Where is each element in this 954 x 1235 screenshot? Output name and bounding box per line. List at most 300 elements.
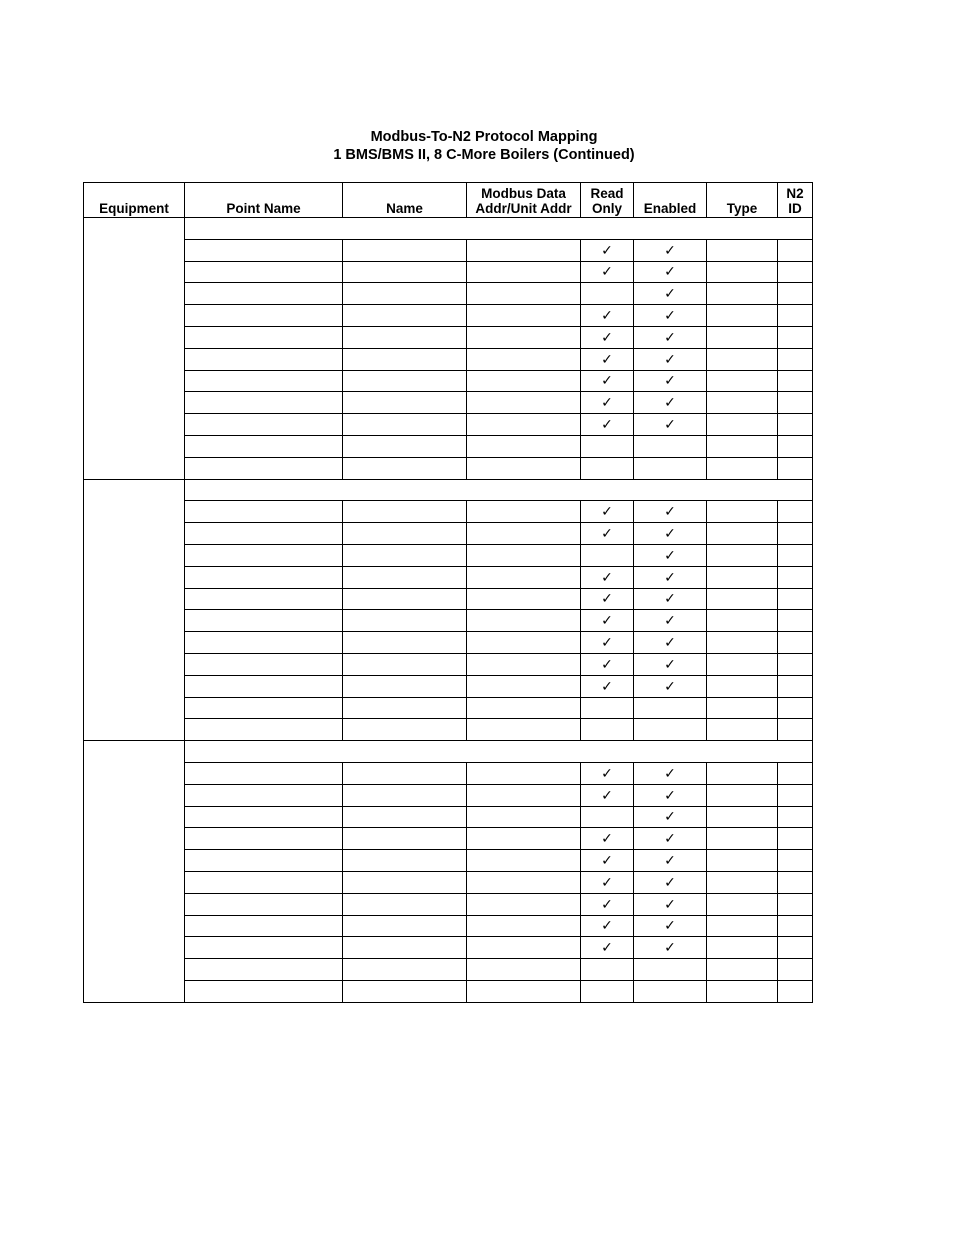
check-mark-icon: ✓ (664, 764, 676, 781)
modbus-addr-cell (467, 392, 581, 414)
point-name-cell (185, 283, 343, 305)
type-cell (707, 239, 778, 261)
name-cell (343, 871, 467, 893)
check-mark-icon: ✓ (664, 634, 676, 651)
check-mark-icon: ✓ (664, 852, 676, 868)
type-cell (707, 806, 778, 828)
enabled-cell (634, 632, 707, 654)
check-mark-icon: ✓ (664, 655, 676, 672)
check-mark-icon: ✓ (664, 285, 676, 302)
check-mark-icon: ✓ (601, 939, 613, 956)
name-cell (343, 414, 467, 436)
header-enabled: Enabled (634, 183, 707, 218)
type-cell (707, 719, 778, 741)
table-row (84, 348, 813, 370)
table-row (84, 675, 813, 697)
point-name-cell (185, 501, 343, 523)
table-row (84, 893, 813, 915)
enabled-cell (634, 544, 707, 566)
header-row (84, 183, 813, 218)
check-mark-icon: ✓ (664, 372, 676, 389)
check-mark-icon: ✓ (664, 873, 676, 890)
point-name-cell (185, 414, 343, 436)
point-name-cell (185, 239, 343, 261)
type-cell (707, 893, 778, 915)
name-cell (343, 632, 467, 654)
modbus-addr-cell (467, 980, 581, 1002)
read-only-cell (581, 762, 634, 784)
enabled-cell (634, 457, 707, 479)
document-title (0, 128, 954, 164)
check-mark-icon: ✓ (601, 372, 613, 389)
enabled-cell (634, 871, 707, 893)
check-mark-icon: ✓ (664, 677, 676, 694)
point-name-cell (185, 850, 343, 872)
check-mark-icon: ✓ (601, 590, 613, 607)
name-cell (343, 566, 467, 588)
modbus-addr-cell (467, 588, 581, 610)
table-row (84, 850, 813, 872)
enabled-cell (634, 523, 707, 545)
enabled-cell (634, 283, 707, 305)
check-mark-icon: ✓ (601, 525, 613, 542)
table-row (84, 239, 813, 261)
check-mark-icon: ✓ (601, 655, 613, 672)
modbus-addr-cell (467, 675, 581, 697)
type-cell (707, 523, 778, 545)
table-row (84, 392, 813, 414)
enabled-cell (634, 697, 707, 719)
enabled-cell (634, 348, 707, 370)
n2-id-cell (778, 828, 813, 850)
enabled-cell (634, 588, 707, 610)
type-cell (707, 697, 778, 719)
modbus-addr-cell (467, 850, 581, 872)
check-mark-icon: ✓ (664, 568, 676, 585)
modbus-addr-cell (467, 261, 581, 283)
table-row (84, 784, 813, 806)
name-cell (343, 719, 467, 741)
section-gap-row (84, 741, 813, 763)
name-cell (343, 348, 467, 370)
n2-id-cell (778, 588, 813, 610)
n2-id-cell (778, 544, 813, 566)
enabled-cell (634, 893, 707, 915)
name-cell (343, 784, 467, 806)
table-row (84, 719, 813, 741)
n2-id-cell (778, 305, 813, 327)
read-only-cell (581, 806, 634, 828)
type-cell (707, 370, 778, 392)
n2-id-cell (778, 850, 813, 872)
point-name-cell (185, 915, 343, 937)
type-cell (707, 305, 778, 327)
name-cell (343, 653, 467, 675)
table-row (84, 457, 813, 479)
n2-id-cell (778, 348, 813, 370)
check-mark-icon: ✓ (601, 350, 613, 367)
enabled-cell (634, 719, 707, 741)
point-name-cell (185, 719, 343, 741)
header-n2-id: N2 ID (778, 183, 813, 218)
point-name-cell (185, 675, 343, 697)
n2-id-cell (778, 653, 813, 675)
type-cell (707, 261, 778, 283)
type-cell (707, 959, 778, 981)
modbus-addr-cell (467, 632, 581, 654)
header-type: Type (707, 183, 778, 218)
point-name-cell (185, 544, 343, 566)
check-mark-icon: ✓ (664, 808, 676, 825)
check-mark-icon: ✓ (664, 307, 676, 324)
name-cell (343, 959, 467, 981)
name-cell (343, 828, 467, 850)
check-mark-icon: ✓ (664, 525, 676, 542)
modbus-addr-cell (467, 435, 581, 457)
enabled-cell (634, 326, 707, 348)
n2-id-cell (778, 762, 813, 784)
check-mark-icon: ✓ (601, 677, 613, 694)
table-row (84, 305, 813, 327)
read-only-cell (581, 392, 634, 414)
point-name-cell (185, 784, 343, 806)
table-row (84, 501, 813, 523)
enabled-cell (634, 675, 707, 697)
n2-id-cell (778, 457, 813, 479)
n2-id-cell (778, 283, 813, 305)
modbus-addr-cell (467, 501, 581, 523)
modbus-addr-cell (467, 283, 581, 305)
table-row (84, 653, 813, 675)
read-only-cell (581, 544, 634, 566)
point-name-cell (185, 980, 343, 1002)
name-cell (343, 501, 467, 523)
point-name-cell (185, 588, 343, 610)
enabled-cell (634, 784, 707, 806)
type-cell (707, 850, 778, 872)
point-name-cell (185, 871, 343, 893)
modbus-addr-cell (467, 370, 581, 392)
read-only-cell (581, 566, 634, 588)
read-only-cell (581, 980, 634, 1002)
name-cell (343, 915, 467, 937)
enabled-cell (634, 653, 707, 675)
table-row (84, 414, 813, 436)
check-mark-icon: ✓ (664, 830, 676, 847)
enabled-cell (634, 392, 707, 414)
read-only-cell (581, 697, 634, 719)
enabled-cell (634, 980, 707, 1002)
name-cell (343, 392, 467, 414)
modbus-addr-cell (467, 566, 581, 588)
read-only-cell (581, 435, 634, 457)
check-mark-icon: ✓ (601, 503, 613, 520)
check-mark-icon: ✓ (601, 263, 613, 280)
type-cell (707, 653, 778, 675)
point-name-cell (185, 828, 343, 850)
name-cell (343, 762, 467, 784)
read-only-cell (581, 959, 634, 981)
modbus-addr-cell (467, 806, 581, 828)
table-row (84, 566, 813, 588)
enabled-cell (634, 501, 707, 523)
name-cell (343, 806, 467, 828)
name-cell (343, 850, 467, 872)
read-only-cell (581, 348, 634, 370)
n2-id-cell (778, 326, 813, 348)
check-mark-icon: ✓ (601, 328, 613, 345)
enabled-cell (634, 435, 707, 457)
table-row (84, 261, 813, 283)
table-row (84, 523, 813, 545)
read-only-cell (581, 828, 634, 850)
name-cell (343, 937, 467, 959)
enabled-cell (634, 610, 707, 632)
type-cell (707, 414, 778, 436)
table-row (84, 915, 813, 937)
check-mark-icon: ✓ (601, 612, 613, 629)
check-mark-icon: ✓ (601, 830, 613, 847)
name-cell (343, 326, 467, 348)
name-cell (343, 588, 467, 610)
title-line-1: Modbus-To-N2 Protocol Mapping (370, 129, 598, 145)
modbus-addr-cell (467, 414, 581, 436)
n2-id-cell (778, 392, 813, 414)
check-mark-icon: ✓ (664, 786, 676, 803)
check-mark-icon: ✓ (664, 590, 676, 607)
header-equipment: Equipment (84, 183, 185, 218)
equipment-cell (84, 479, 185, 741)
modbus-addr-cell (467, 697, 581, 719)
check-mark-icon: ✓ (664, 917, 676, 934)
section-spacer (185, 218, 813, 240)
name-cell (343, 283, 467, 305)
name-cell (343, 457, 467, 479)
point-name-cell (185, 806, 343, 828)
check-mark-icon: ✓ (664, 416, 676, 433)
modbus-addr-cell (467, 457, 581, 479)
point-name-cell (185, 261, 343, 283)
type-cell (707, 675, 778, 697)
type-cell (707, 784, 778, 806)
point-name-cell (185, 653, 343, 675)
table-row (84, 370, 813, 392)
type-cell (707, 915, 778, 937)
type-cell (707, 871, 778, 893)
check-mark-icon: ✓ (664, 546, 676, 563)
modbus-addr-cell (467, 348, 581, 370)
n2-id-cell (778, 871, 813, 893)
enabled-cell (634, 370, 707, 392)
table-row (84, 959, 813, 981)
table-body (84, 218, 813, 1003)
n2-id-cell (778, 915, 813, 937)
modbus-addr-cell (467, 893, 581, 915)
table-row (84, 828, 813, 850)
read-only-cell (581, 850, 634, 872)
type-cell (707, 544, 778, 566)
point-name-cell (185, 457, 343, 479)
table-row (84, 871, 813, 893)
check-mark-icon: ✓ (601, 241, 613, 258)
table-row (84, 980, 813, 1002)
point-name-cell (185, 305, 343, 327)
enabled-cell (634, 414, 707, 436)
modbus-addr-cell (467, 523, 581, 545)
name-cell (343, 239, 467, 261)
enabled-cell (634, 915, 707, 937)
check-mark-icon: ✓ (601, 786, 613, 803)
table-row (84, 632, 813, 654)
read-only-cell (581, 261, 634, 283)
point-name-cell (185, 762, 343, 784)
table-row (84, 435, 813, 457)
type-cell (707, 632, 778, 654)
name-cell (343, 261, 467, 283)
n2-id-cell (778, 501, 813, 523)
read-only-cell (581, 523, 634, 545)
read-only-cell (581, 414, 634, 436)
n2-id-cell (778, 980, 813, 1002)
point-name-cell (185, 697, 343, 719)
point-name-cell (185, 435, 343, 457)
modbus-addr-cell (467, 653, 581, 675)
modbus-addr-cell (467, 326, 581, 348)
read-only-cell (581, 370, 634, 392)
name-cell (343, 523, 467, 545)
read-only-cell (581, 501, 634, 523)
point-name-cell (185, 959, 343, 981)
name-cell (343, 893, 467, 915)
header-point-name: Point Name (185, 183, 343, 218)
read-only-cell (581, 632, 634, 654)
n2-id-cell (778, 414, 813, 436)
type-cell (707, 828, 778, 850)
modbus-addr-cell (467, 871, 581, 893)
type-cell (707, 937, 778, 959)
read-only-cell (581, 871, 634, 893)
table-row (84, 762, 813, 784)
header-read-only: Read Only (581, 183, 634, 218)
check-mark-icon: ✓ (664, 895, 676, 912)
modbus-addr-cell (467, 544, 581, 566)
read-only-cell (581, 239, 634, 261)
modbus-addr-cell (467, 610, 581, 632)
read-only-cell (581, 653, 634, 675)
section-gap-row (84, 218, 813, 240)
protocol-mapping-table (83, 182, 813, 1003)
check-mark-icon: ✓ (601, 416, 613, 433)
check-mark-icon: ✓ (664, 263, 676, 280)
read-only-cell (581, 937, 634, 959)
check-mark-icon: ✓ (601, 764, 613, 781)
name-cell (343, 610, 467, 632)
n2-id-cell (778, 523, 813, 545)
type-cell (707, 326, 778, 348)
enabled-cell (634, 959, 707, 981)
point-name-cell (185, 370, 343, 392)
point-name-cell (185, 937, 343, 959)
type-cell (707, 566, 778, 588)
type-cell (707, 588, 778, 610)
equipment-cell (84, 218, 185, 480)
enabled-cell (634, 850, 707, 872)
name-cell (343, 544, 467, 566)
n2-id-cell (778, 566, 813, 588)
read-only-cell (581, 915, 634, 937)
n2-id-cell (778, 784, 813, 806)
section-gap-row (84, 479, 813, 501)
read-only-cell (581, 305, 634, 327)
read-only-cell (581, 457, 634, 479)
enabled-cell (634, 828, 707, 850)
point-name-cell (185, 348, 343, 370)
check-mark-icon: ✓ (601, 895, 613, 912)
enabled-cell (634, 937, 707, 959)
header-name: Name (343, 183, 467, 218)
modbus-addr-cell (467, 305, 581, 327)
section-spacer (185, 741, 813, 763)
point-name-cell (185, 523, 343, 545)
point-name-cell (185, 610, 343, 632)
name-cell (343, 697, 467, 719)
enabled-cell (634, 762, 707, 784)
type-cell (707, 501, 778, 523)
type-cell (707, 762, 778, 784)
type-cell (707, 980, 778, 1002)
read-only-cell (581, 610, 634, 632)
modbus-addr-cell (467, 762, 581, 784)
n2-id-cell (778, 937, 813, 959)
table-row (84, 937, 813, 959)
check-mark-icon: ✓ (601, 634, 613, 651)
check-mark-icon: ✓ (601, 873, 613, 890)
read-only-cell (581, 719, 634, 741)
n2-id-cell (778, 261, 813, 283)
read-only-cell (581, 675, 634, 697)
header-modbus-addr: Modbus Data Addr/Unit Addr (467, 183, 581, 218)
check-mark-icon: ✓ (601, 917, 613, 934)
type-cell (707, 457, 778, 479)
table-row (84, 697, 813, 719)
n2-id-cell (778, 959, 813, 981)
enabled-cell (634, 239, 707, 261)
point-name-cell (185, 392, 343, 414)
point-name-cell (185, 326, 343, 348)
check-mark-icon: ✓ (601, 394, 613, 411)
read-only-cell (581, 326, 634, 348)
enabled-cell (634, 261, 707, 283)
modbus-addr-cell (467, 959, 581, 981)
read-only-cell (581, 283, 634, 305)
title-line-2: 1 BMS/BMS II, 8 C-More Boilers (Continued) (333, 147, 635, 163)
name-cell (343, 305, 467, 327)
section-spacer (185, 479, 813, 501)
read-only-cell (581, 784, 634, 806)
read-only-cell (581, 893, 634, 915)
type-cell (707, 348, 778, 370)
table-row (84, 588, 813, 610)
n2-id-cell (778, 610, 813, 632)
type-cell (707, 610, 778, 632)
name-cell (343, 370, 467, 392)
enabled-cell (634, 305, 707, 327)
check-mark-icon: ✓ (664, 503, 676, 520)
modbus-addr-cell (467, 239, 581, 261)
name-cell (343, 435, 467, 457)
equipment-cell (84, 741, 185, 1003)
type-cell (707, 283, 778, 305)
